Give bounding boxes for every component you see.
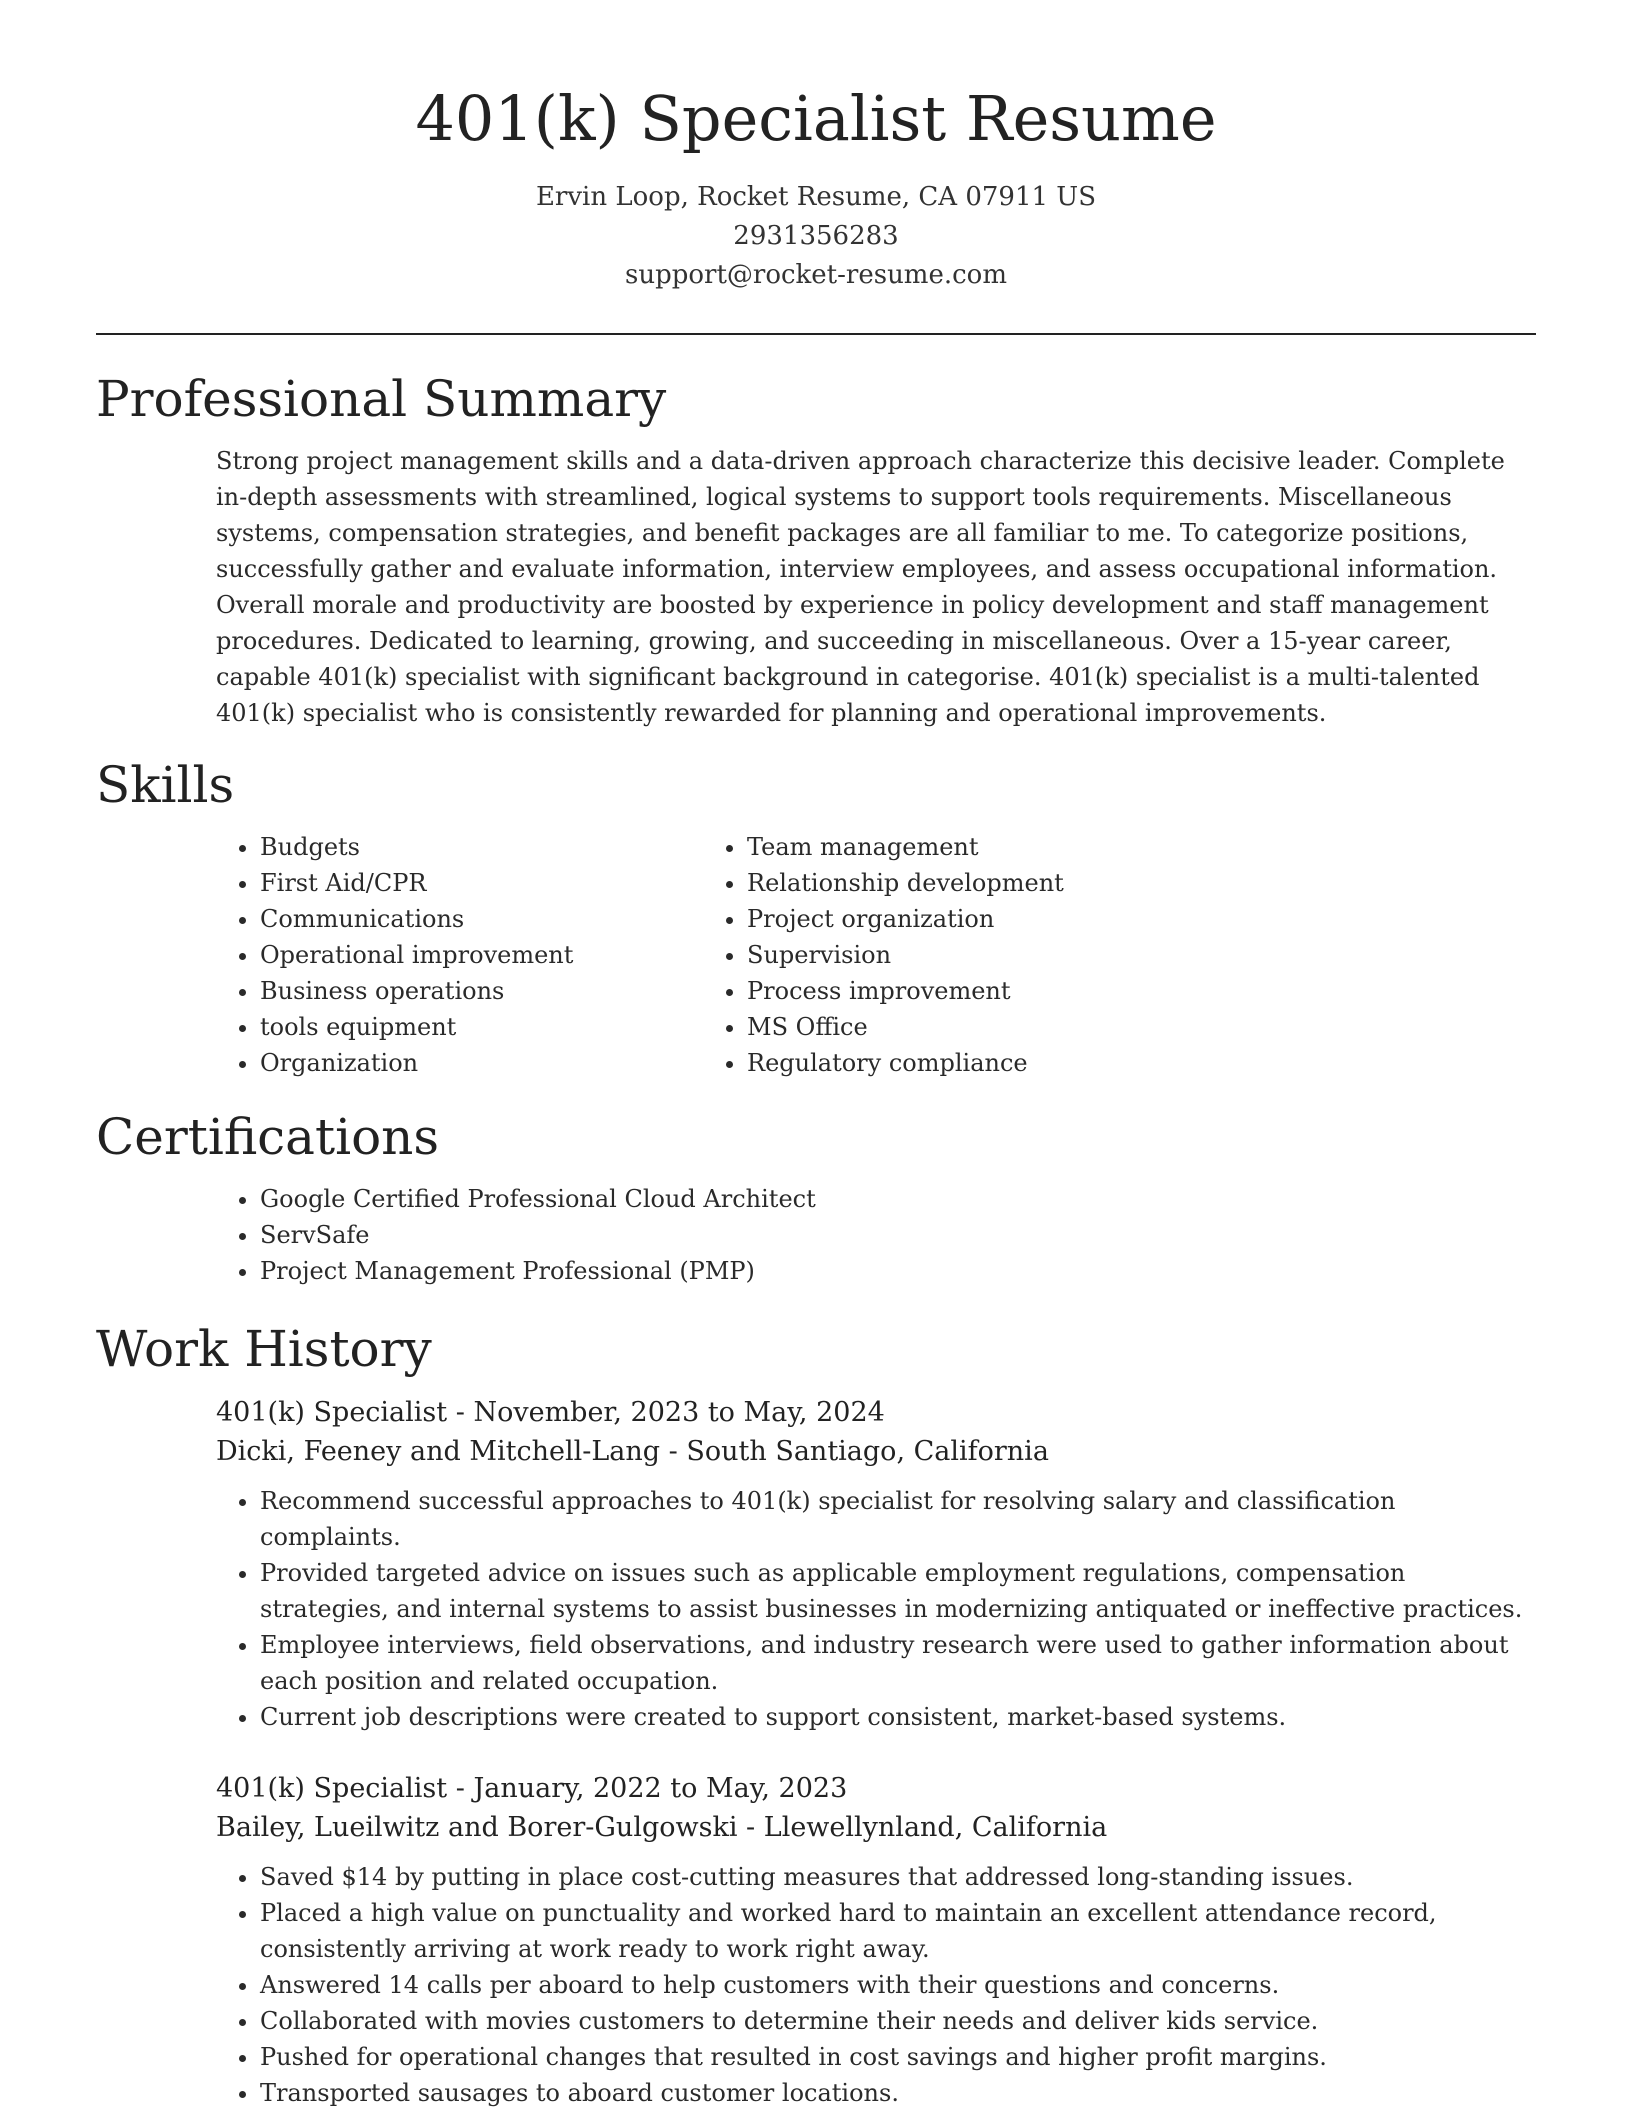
job-header: [216, 1393, 1536, 1471]
summary-text: Strong project management skills and a data-driven approach characterize this decisive leader. Complete in-depth assessments with streamlined, logical systems to support tools requirements. Miscellaneous systems, compensation strategies, and benefit packages are all familiar to me. To categorize positions, successfully gather and evaluate information, interview employees, and assess occupational information. Overall morale and productivity are boosted by experience in policy development and staff management procedures. Dedicated to learning, growing, and succeeding in miscellaneous. Over a 15-year career, capable 401(k) specialist with significant background in categorise. 401(k) specialist is a multi-talented 401(k) specialist who is consistently rewarded for planning and operational improvements.: [216, 447, 1505, 728]
job-title: 401(k) Specialist: [216, 1773, 448, 1805]
skill-item: • Project organization: [747, 901, 1064, 937]
certifications-list: [96, 1181, 1536, 1289]
skill-item: • Supervision: [747, 937, 1064, 973]
contact-phone: 2931356283: [733, 221, 899, 252]
certifications-section: [96, 1107, 1536, 1289]
skills-section: [96, 755, 1536, 1081]
job-bullet: • Collaborated with movies customers to determine their needs and deliver kids service.: [260, 2003, 1536, 2039]
skill-item: • MS Office: [747, 1009, 1064, 1045]
skills-grid: [96, 829, 1536, 1081]
job-company-line: [216, 1432, 1536, 1471]
header-divider: [96, 333, 1536, 335]
job-location: Llewellynland, California: [763, 1812, 1108, 1844]
resume-header: [96, 0, 1536, 295]
job-title: 401(k) Specialist: [216, 1397, 448, 1429]
skill-item: • Process improvement: [747, 973, 1064, 1009]
job-bullets: [96, 1859, 1536, 2111]
skill-item: • Team management: [747, 829, 1064, 865]
resume-title: 401(k) Specialist Resume: [415, 82, 1217, 155]
job-bullet: • Provided targeted advice on issues such as applicable employment regulations, compensation strategies, and internal systems to assist businesses in modernizing antiquated or ineffective practices.: [260, 1555, 1536, 1627]
skills-heading: Skills: [96, 756, 235, 815]
skills-left-column: [96, 829, 747, 1081]
job-entry: [96, 1769, 1536, 2111]
skills-right-column: [747, 829, 1064, 1081]
skill-item: • Relationship development: [747, 865, 1064, 901]
job-bullet: • Current job descriptions were created to support consistent, market-based systems.: [260, 1699, 1536, 1735]
skill-item: • Communications: [260, 901, 747, 937]
certification-item: • Project Management Professional (PMP): [260, 1253, 1536, 1289]
job-separator: -: [455, 1397, 474, 1429]
summary-section: [96, 369, 1536, 731]
job-dates: November, 2023 to May, 2024: [473, 1397, 885, 1429]
job-title-line: [216, 1769, 1536, 1808]
job-bullets: [96, 1483, 1536, 1735]
work-history-heading: Work History: [96, 1320, 432, 1379]
job-company: Dicki, Feeney and Mitchell-Lang: [216, 1436, 661, 1468]
certifications-heading: Certifications: [96, 1108, 440, 1167]
job-bullet: • Answered 14 calls per aboard to help customers with their questions and concerns.: [260, 1967, 1536, 2003]
job-separator: -: [668, 1436, 687, 1468]
job-bullet: • Saved $14 by putting in place cost-cutting measures that addressed long-standing issues.: [260, 1859, 1536, 1895]
skill-item: • tools equipment: [260, 1009, 747, 1045]
skill-item: • First Aid/CPR: [260, 865, 747, 901]
job-company: Bailey, Lueilwitz and Borer-Gulgowski: [216, 1812, 738, 1844]
job-separator: -: [746, 1812, 764, 1844]
skill-item: • Budgets: [260, 829, 747, 865]
contact-address: Ervin Loop, Rocket Resume, CA 07911 US: [535, 182, 1097, 213]
contact-email: support@rocket-resume.com: [624, 260, 1007, 291]
job-title-line: [216, 1393, 1536, 1432]
certification-item: • Google Certified Professional Cloud Architect: [260, 1181, 1536, 1217]
job-dates: January, 2022 to May, 2023: [473, 1773, 848, 1805]
job-location: South Santiago, California: [686, 1436, 1049, 1468]
work-history-section: [96, 1319, 1536, 2111]
job-company-line: [216, 1808, 1536, 1847]
skill-item: • Regulatory compliance: [747, 1045, 1064, 1081]
skill-item: • Operational improvement: [260, 937, 747, 973]
job-bullet: • Pushed for operational changes that resulted in cost savings and higher profit margins.: [260, 2039, 1536, 2075]
job-bullet: • Employee interviews, field observations, and industry research were used to gather information about each position and related occupation.: [260, 1627, 1536, 1699]
job-bullet: • Recommend successful approaches to 401(k) specialist for resolving salary and classification complaints.: [260, 1483, 1536, 1555]
job-entry: [96, 1393, 1536, 1735]
job-separator: -: [455, 1773, 474, 1805]
skill-item: • Organization: [260, 1045, 747, 1081]
job-header: [216, 1769, 1536, 1847]
job-bullet: • Transported sausages to aboard customer locations.: [260, 2075, 1536, 2111]
job-bullet: • Placed a high value on punctuality and worked hard to maintain an excellent attendance record, consistently arriving at work ready to work right away.: [260, 1895, 1536, 1967]
skill-item: • Business operations: [260, 973, 747, 1009]
certification-item: • ServSafe: [260, 1217, 1536, 1253]
summary-heading: Professional Summary: [96, 370, 667, 429]
